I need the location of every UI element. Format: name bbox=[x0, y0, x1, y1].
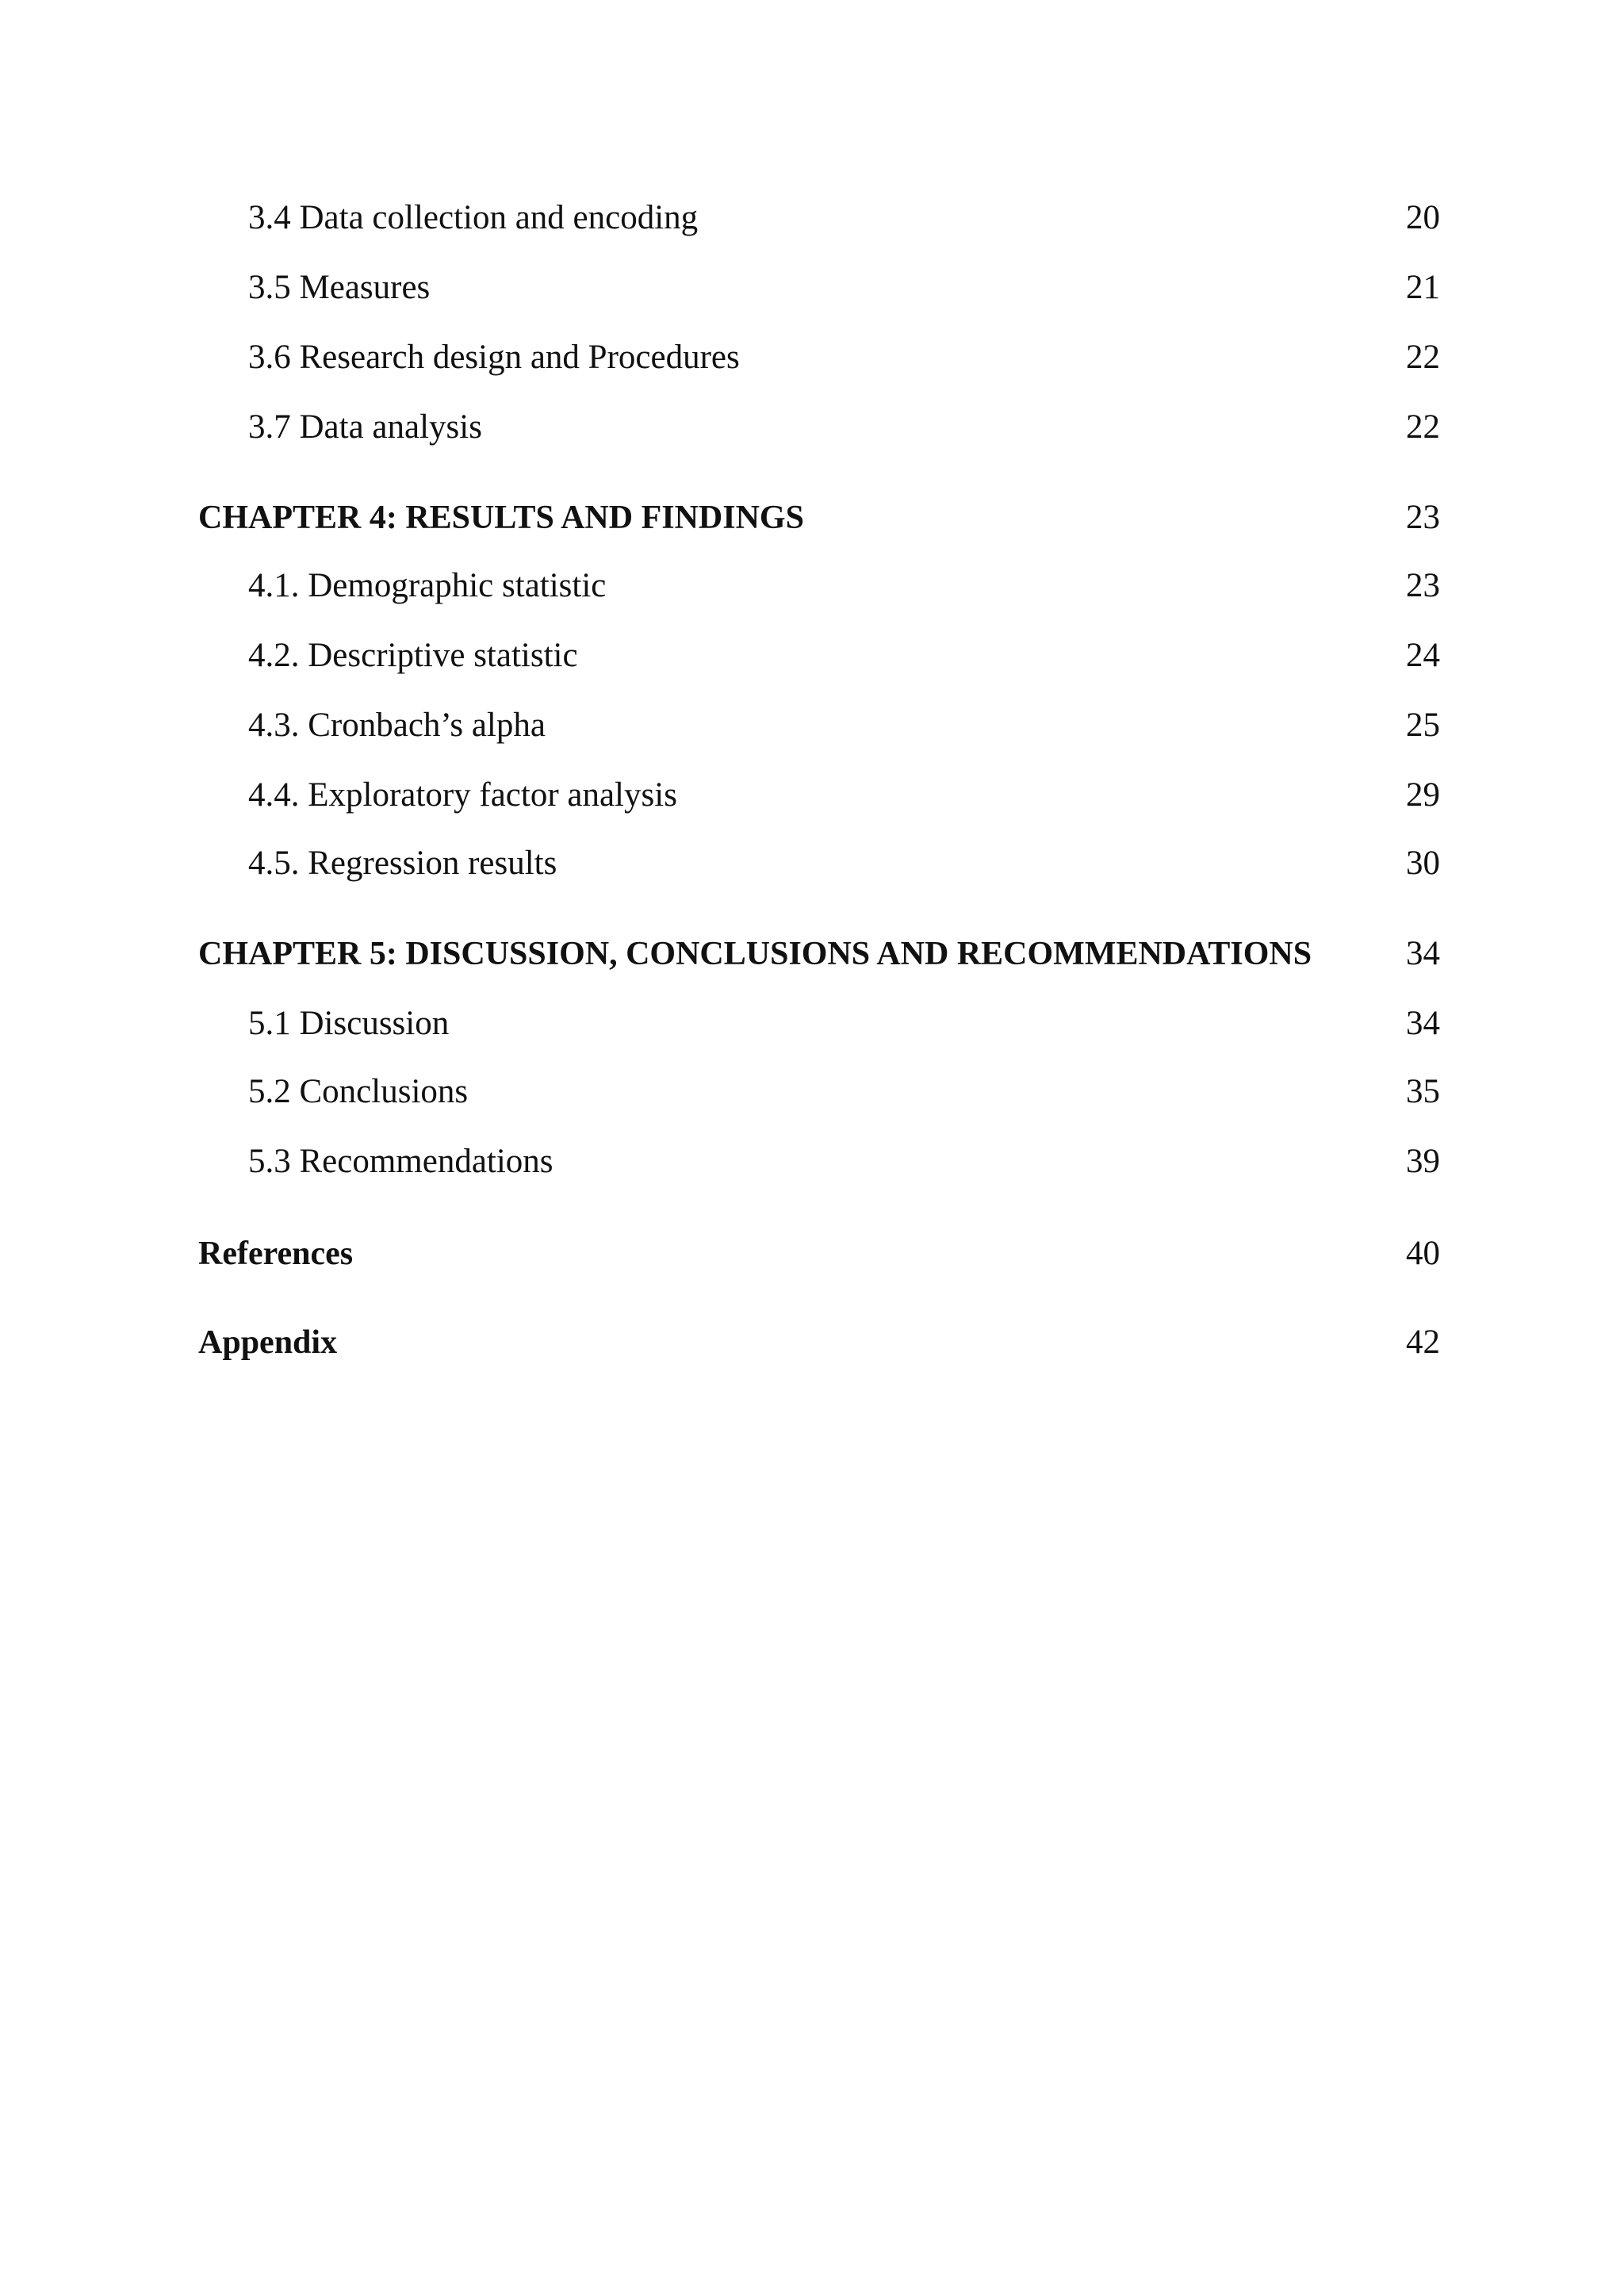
toc-entry-chapter-5[interactable] bbox=[198, 930, 1440, 978]
toc-entry-label: CHAPTER 4: RESULTS AND FINDINGS bbox=[198, 500, 804, 536]
toc-entry-page: 23 bbox=[1406, 499, 1440, 536]
toc-entry-page: 34 bbox=[1406, 1005, 1440, 1042]
toc-entry-references[interactable] bbox=[198, 1230, 1440, 1278]
toc-entry-page: 23 bbox=[1406, 567, 1440, 604]
toc-entry-label: 5.3 Recommendations bbox=[248, 1143, 553, 1180]
toc-entry-label: 4.1. Demographic statistic bbox=[248, 567, 607, 604]
toc-entry-page: 40 bbox=[1406, 1235, 1440, 1272]
toc-entry-label: 4.2. Descriptive statistic bbox=[248, 637, 578, 674]
toc-entry-label: 3.7 Data analysis bbox=[248, 408, 482, 446]
toc-entry-label: 3.4 Data collection and encoding bbox=[248, 199, 699, 236]
toc-entry-label: 4.3. Cronbach’s alpha bbox=[248, 707, 546, 744]
toc-entry-page: 20 bbox=[1406, 199, 1440, 236]
toc-entry-label: 5.2 Conclusions bbox=[248, 1073, 469, 1110]
toc-entry-page: 22 bbox=[1406, 339, 1440, 376]
toc-entry-page: 29 bbox=[1406, 776, 1440, 814]
toc-entry-label: References bbox=[198, 1236, 354, 1272]
toc-entry-4-1[interactable] bbox=[198, 562, 1440, 610]
toc-entry-page: 22 bbox=[1406, 408, 1440, 446]
toc-entry-label: 5.1 Discussion bbox=[248, 1005, 450, 1042]
toc-entry-label: 4.4. Exploratory factor analysis bbox=[248, 776, 677, 814]
toc-entry-4-3[interactable] bbox=[198, 702, 1440, 749]
toc-entry-appendix[interactable] bbox=[198, 1319, 1440, 1366]
toc-entry-label: 3.6 Research design and Procedures bbox=[248, 339, 740, 376]
toc-entry-page: 21 bbox=[1406, 269, 1440, 306]
toc-entry-3-4[interactable] bbox=[198, 194, 1440, 242]
toc-entry-3-5[interactable] bbox=[198, 264, 1440, 312]
toc-entry-5-3[interactable] bbox=[198, 1138, 1440, 1186]
toc-entry-label: 3.5 Measures bbox=[248, 269, 431, 306]
toc-entry-3-6[interactable] bbox=[198, 334, 1440, 381]
toc-entry-label: CHAPTER 5: DISCUSSION, CONCLUSIONS AND RECOMMENDATIONS bbox=[198, 936, 1312, 972]
toc-entry-chapter-4[interactable] bbox=[198, 494, 1440, 542]
toc-entry-page: 35 bbox=[1406, 1073, 1440, 1110]
toc-entry-page: 25 bbox=[1406, 707, 1440, 744]
toc-entry-page: 24 bbox=[1406, 637, 1440, 674]
toc-entry-5-1[interactable] bbox=[198, 1000, 1440, 1048]
toc-entry-label: Appendix bbox=[198, 1324, 338, 1361]
toc-entry-label: 4.5. Regression results bbox=[248, 845, 557, 882]
toc-entry-page: 30 bbox=[1406, 845, 1440, 882]
toc-entry-4-5[interactable] bbox=[198, 840, 1440, 887]
toc-entry-3-7[interactable] bbox=[198, 404, 1440, 451]
toc-entry-4-4[interactable] bbox=[198, 772, 1440, 819]
toc-entry-page: 42 bbox=[1406, 1324, 1440, 1361]
toc-entry-4-2[interactable] bbox=[198, 632, 1440, 680]
toc-entry-page: 34 bbox=[1406, 935, 1440, 972]
toc-entry-5-2[interactable] bbox=[198, 1068, 1440, 1116]
toc-entry-page: 39 bbox=[1406, 1143, 1440, 1180]
